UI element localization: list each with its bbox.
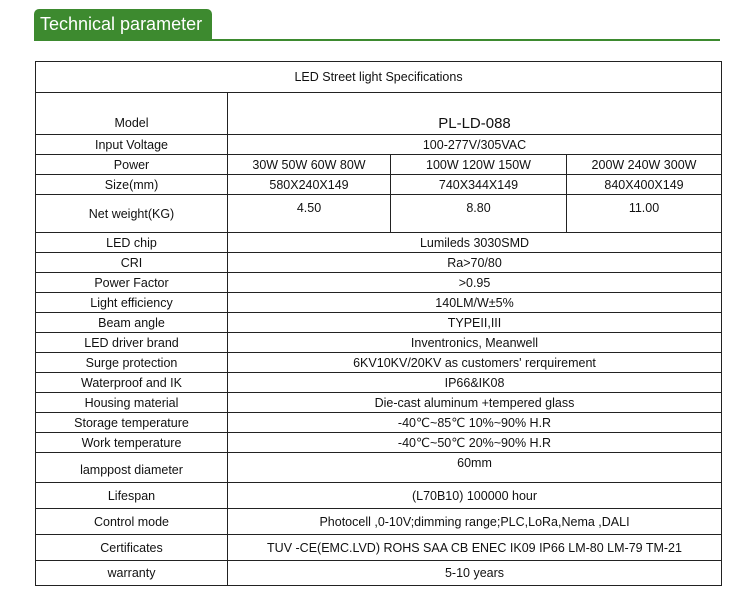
row-value: 60mm [228, 453, 722, 483]
row-value: IP66&IK08 [228, 373, 722, 393]
row-label: Model [36, 93, 228, 135]
row-value: 4.50 [228, 195, 391, 233]
row-value: Inventronics, Meanwell [228, 333, 722, 353]
row-value: 30W 50W 60W 80W [228, 155, 391, 175]
row-value: 200W 240W 300W [567, 155, 722, 175]
row-label: Control mode [36, 509, 228, 535]
table-row [36, 313, 722, 333]
row-value: Lumileds 3030SMD [228, 233, 722, 253]
row-value: -40℃~85℃ 10%~90% H.R [228, 413, 722, 433]
model-value: PL-LD-088 [228, 93, 722, 135]
row-label: warranty [36, 561, 228, 586]
table-row [36, 135, 722, 155]
table-row [36, 413, 722, 433]
row-value: TYPEII,III [228, 313, 722, 333]
table-row [36, 253, 722, 273]
row-label: Light efficiency [36, 293, 228, 313]
table-row [36, 233, 722, 253]
table-row [36, 293, 722, 313]
row-label: Power [36, 155, 228, 175]
table-row [36, 333, 722, 353]
row-label: CRI [36, 253, 228, 273]
row-value: Photocell ,0-10V;dimming range;PLC,LoRa,Nema ,DALI [228, 509, 722, 535]
row-label: Storage temperature [36, 413, 228, 433]
row-label: Waterproof and IK [36, 373, 228, 393]
row-label: Net weight(KG) [36, 195, 228, 233]
header-divider [34, 39, 720, 41]
row-value: 100-277V/305VAC [228, 135, 722, 155]
row-label: lamppost diameter [36, 453, 228, 483]
table-row [36, 483, 722, 509]
table-row [36, 433, 722, 453]
row-value: 8.80 [391, 195, 567, 233]
row-label: LED driver brand [36, 333, 228, 353]
row-value: -40℃~50℃ 20%~90% H.R [228, 433, 722, 453]
table-row [36, 453, 722, 483]
row-value: Die-cast aluminum +tempered glass [228, 393, 722, 413]
row-value: 140LM/W±5% [228, 293, 722, 313]
row-label: Power Factor [36, 273, 228, 293]
row-value: 740X344X149 [391, 175, 567, 195]
table-row [36, 273, 722, 293]
row-label: Housing material [36, 393, 228, 413]
row-value: Ra>70/80 [228, 253, 722, 273]
row-value: 100W 120W 150W [391, 155, 567, 175]
row-label: Size(mm) [36, 175, 228, 195]
row-label: Input Voltage [36, 135, 228, 155]
table-row [36, 93, 722, 135]
row-value: 580X240X149 [228, 175, 391, 195]
row-label: Certificates [36, 535, 228, 561]
table-row [36, 509, 722, 535]
table-row [36, 373, 722, 393]
row-value: 11.00 [567, 195, 722, 233]
row-value: TUV -CE(EMC.LVD) ROHS SAA CB ENEC IK09 IP66 LM-80 LM-79 TM-21 [228, 535, 722, 561]
section-title: Technical parameter [34, 9, 212, 39]
row-value: 6KV10KV/20KV as customers' rerquirement [228, 353, 722, 373]
table-row [36, 393, 722, 413]
row-label: Surge protection [36, 353, 228, 373]
row-value: 840X400X149 [567, 175, 722, 195]
table-caption-row [36, 62, 722, 93]
row-label: Beam angle [36, 313, 228, 333]
spec-table [35, 61, 722, 586]
table-caption: LED Street light Specifications [36, 62, 722, 93]
table-row [36, 155, 722, 175]
row-value: 5-10 years [228, 561, 722, 586]
table-row [36, 175, 722, 195]
row-value: (L70B10) 100000 hour [228, 483, 722, 509]
row-label: Lifespan [36, 483, 228, 509]
table-row [36, 195, 722, 233]
row-value: >0.95 [228, 273, 722, 293]
row-label: Work temperature [36, 433, 228, 453]
table-row [36, 353, 722, 373]
table-row [36, 535, 722, 561]
table-row [36, 561, 722, 586]
row-label: LED chip [36, 233, 228, 253]
